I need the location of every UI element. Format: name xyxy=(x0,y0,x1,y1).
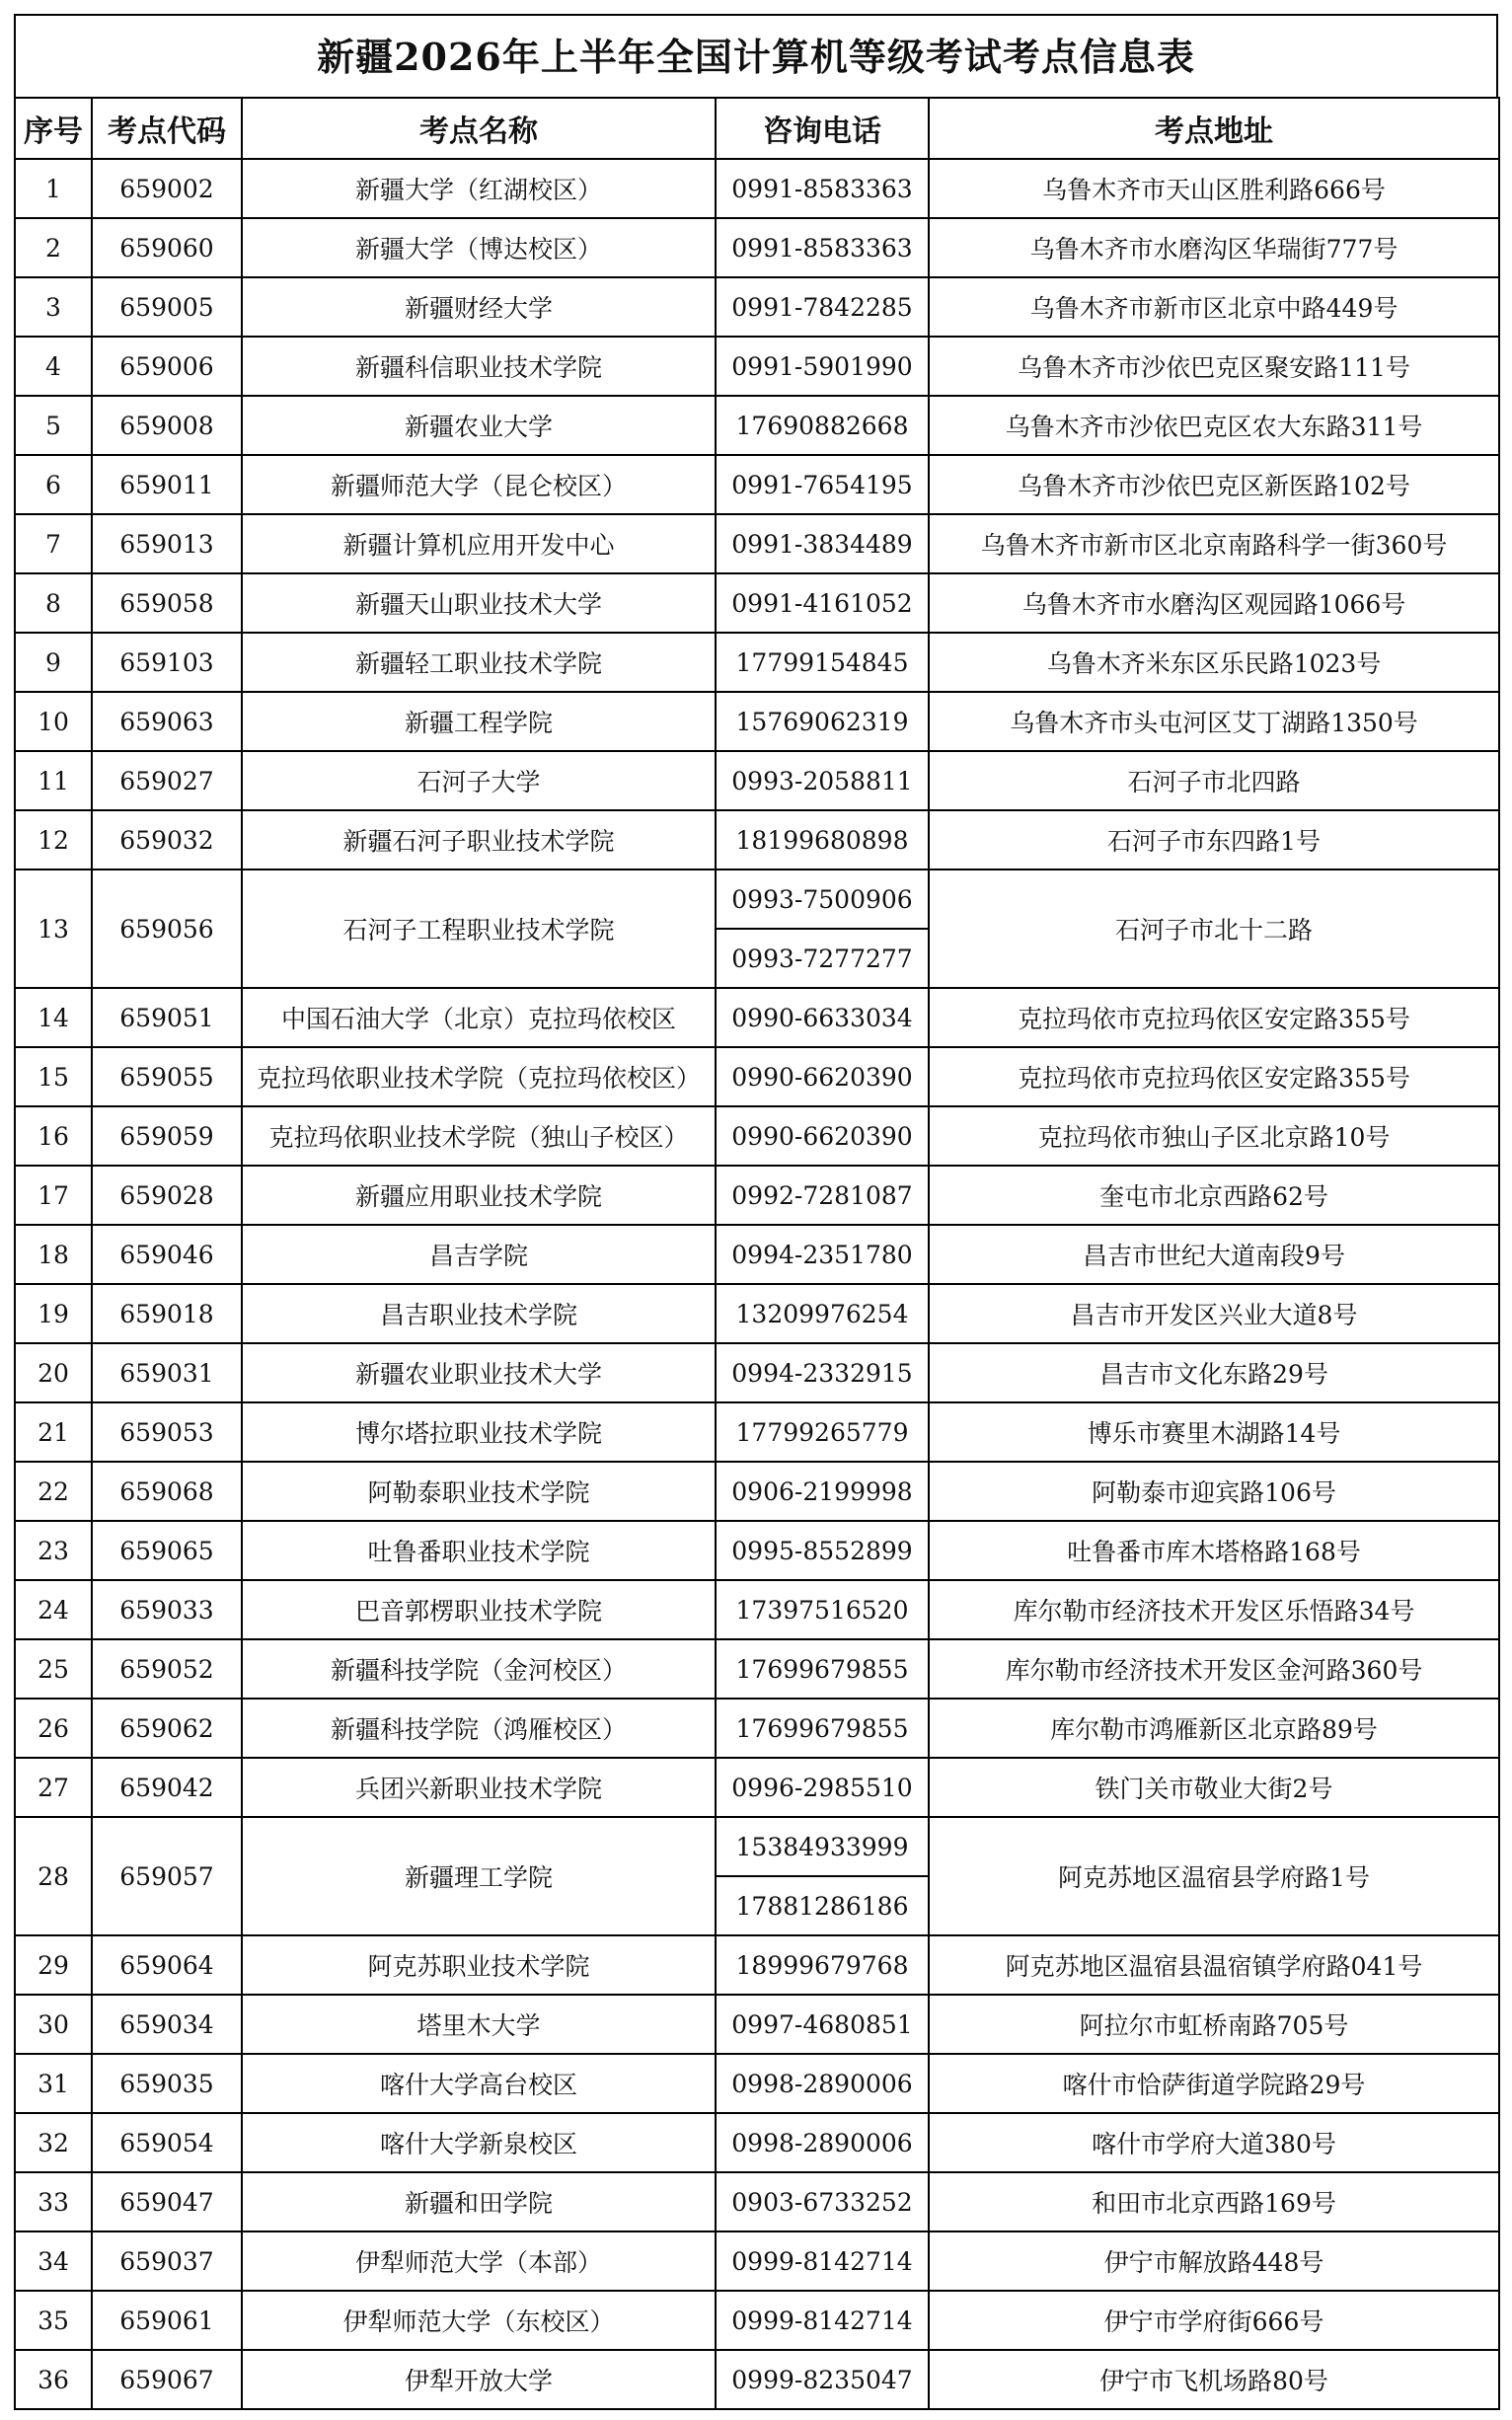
table-row xyxy=(15,159,1499,218)
cell-phone: 0991-7654195 xyxy=(716,455,929,514)
cell-no: 34 xyxy=(15,2231,92,2291)
cell-no: 20 xyxy=(15,1343,92,1402)
cell-phone: 0995-8552899 xyxy=(716,1521,929,1580)
cell-name: 伊犁开放大学 xyxy=(242,2350,716,2409)
cell-name: 克拉玛依职业技术学院（克拉玛依校区） xyxy=(242,1047,716,1106)
cell-no: 1 xyxy=(15,159,92,218)
cell-address: 库尔勒市经济技术开发区乐悟路34号 xyxy=(929,1580,1499,1639)
cell-phone: 17699679855 xyxy=(716,1699,929,1758)
table-row xyxy=(15,988,1499,1047)
cell-code: 659035 xyxy=(92,2054,242,2113)
cell-name: 新疆大学（红湖校区） xyxy=(242,159,716,218)
cell-address: 乌鲁木齐市天山区胜利路666号 xyxy=(929,159,1499,218)
cell-no: 26 xyxy=(15,1699,92,1758)
cell-phone: 0991-5901990 xyxy=(716,337,929,396)
cell-code: 659002 xyxy=(92,159,242,218)
cell-phone: 18999679768 xyxy=(716,1935,929,1995)
table-row xyxy=(15,1462,1499,1521)
cell-phone: 0999-8235047 xyxy=(716,2350,929,2409)
cell-code: 659013 xyxy=(92,514,242,573)
cell-phone: 0999-8142714 xyxy=(716,2291,929,2350)
header-address: 考点地址 xyxy=(929,98,1499,159)
cell-address: 石河子市东四路1号 xyxy=(929,810,1499,870)
cell-no: 35 xyxy=(15,2291,92,2350)
cell-phone: 15384933999 xyxy=(716,1817,929,1876)
cell-no: 25 xyxy=(15,1639,92,1699)
table-row xyxy=(15,1225,1499,1284)
cell-code: 659033 xyxy=(92,1580,242,1639)
cell-phone: 17690882668 xyxy=(716,396,929,455)
cell-name: 伊犁师范大学（东校区） xyxy=(242,2291,716,2350)
cell-code: 659028 xyxy=(92,1166,242,1225)
cell-phone: 17881286186 xyxy=(716,1876,929,1935)
cell-phone: 0993-7277277 xyxy=(716,929,929,988)
cell-code: 659053 xyxy=(92,1402,242,1462)
table-row xyxy=(15,1817,1499,1876)
cell-phone: 0994-2332915 xyxy=(716,1343,929,1402)
cell-phone: 0998-2890006 xyxy=(716,2054,929,2113)
cell-phone: 0994-2351780 xyxy=(716,1225,929,1284)
cell-no: 16 xyxy=(15,1106,92,1166)
header-name: 考点名称 xyxy=(242,98,716,159)
header-row xyxy=(15,98,1499,159)
cell-no: 14 xyxy=(15,988,92,1047)
cell-phone: 0990-6620390 xyxy=(716,1106,929,1166)
cell-no: 28 xyxy=(15,1817,92,1935)
cell-no: 5 xyxy=(15,396,92,455)
cell-no: 10 xyxy=(15,692,92,751)
cell-name: 石河子工程职业技术学院 xyxy=(242,870,716,988)
cell-phone: 17799265779 xyxy=(716,1402,929,1462)
cell-name: 新疆计算机应用开发中心 xyxy=(242,514,716,573)
cell-address: 克拉玛依市克拉玛依区安定路355号 xyxy=(929,1047,1499,1106)
cell-name: 喀什大学高台校区 xyxy=(242,2054,716,2113)
cell-name: 新疆师范大学（昆仑校区） xyxy=(242,455,716,514)
cell-name: 喀什大学新泉校区 xyxy=(242,2113,716,2172)
cell-phone: 0991-7842285 xyxy=(716,277,929,337)
cell-code: 659068 xyxy=(92,1462,242,1521)
cell-code: 659055 xyxy=(92,1047,242,1106)
cell-no: 4 xyxy=(15,337,92,396)
cell-phone: 17799154845 xyxy=(716,633,929,692)
table-row xyxy=(15,692,1499,751)
cell-phone: 0991-8583363 xyxy=(716,159,929,218)
cell-code: 659054 xyxy=(92,2113,242,2172)
cell-code: 659061 xyxy=(92,2291,242,2350)
cell-name: 新疆理工学院 xyxy=(242,1817,716,1935)
cell-name: 新疆轻工职业技术学院 xyxy=(242,633,716,692)
table-row xyxy=(15,1166,1499,1225)
cell-no: 12 xyxy=(15,810,92,870)
table-row xyxy=(15,218,1499,277)
exam-site-sheet xyxy=(14,14,1498,2410)
cell-code: 659103 xyxy=(92,633,242,692)
page-title: 新疆2026年上半年全国计算机等级考试考点信息表 xyxy=(14,14,1498,97)
cell-address: 吐鲁番市库木塔格路168号 xyxy=(929,1521,1499,1580)
cell-name: 阿克苏职业技术学院 xyxy=(242,1935,716,1995)
cell-code: 659062 xyxy=(92,1699,242,1758)
table-row xyxy=(15,1935,1499,1995)
cell-name: 新疆科技学院（金河校区） xyxy=(242,1639,716,1699)
cell-address: 阿克苏地区温宿县学府路1号 xyxy=(929,1817,1499,1935)
cell-no: 15 xyxy=(15,1047,92,1106)
cell-name: 新疆大学（博达校区） xyxy=(242,218,716,277)
table-row xyxy=(15,1639,1499,1699)
cell-code: 659051 xyxy=(92,988,242,1047)
cell-no: 23 xyxy=(15,1521,92,1580)
cell-address: 克拉玛依市独山子区北京路10号 xyxy=(929,1106,1499,1166)
cell-no: 21 xyxy=(15,1402,92,1462)
cell-name: 新疆和田学院 xyxy=(242,2172,716,2231)
table-row xyxy=(15,1047,1499,1106)
cell-address: 乌鲁木齐市沙依巴克区聚安路111号 xyxy=(929,337,1499,396)
cell-phone: 17397516520 xyxy=(716,1580,929,1639)
cell-no: 27 xyxy=(15,1758,92,1817)
cell-address: 伊宁市解放路448号 xyxy=(929,2231,1499,2291)
cell-no: 36 xyxy=(15,2350,92,2409)
cell-phone: 0992-7281087 xyxy=(716,1166,929,1225)
table-row xyxy=(15,1699,1499,1758)
cell-name: 兵团兴新职业技术学院 xyxy=(242,1758,716,1817)
cell-no: 6 xyxy=(15,455,92,514)
cell-name: 克拉玛依职业技术学院（独山子校区） xyxy=(242,1106,716,1166)
cell-name: 昌吉职业技术学院 xyxy=(242,1284,716,1343)
cell-phone: 0991-8583363 xyxy=(716,218,929,277)
table-row xyxy=(15,1758,1499,1817)
cell-no: 31 xyxy=(15,2054,92,2113)
exam-site-table xyxy=(14,97,1500,2410)
cell-name: 吐鲁番职业技术学院 xyxy=(242,1521,716,1580)
cell-code: 659060 xyxy=(92,218,242,277)
cell-name: 中国石油大学（北京）克拉玛依校区 xyxy=(242,988,716,1047)
table-row xyxy=(15,1284,1499,1343)
cell-name: 新疆应用职业技术学院 xyxy=(242,1166,716,1225)
cell-no: 2 xyxy=(15,218,92,277)
cell-code: 659031 xyxy=(92,1343,242,1402)
cell-code: 659052 xyxy=(92,1639,242,1699)
cell-address: 阿克苏地区温宿县温宿镇学府路041号 xyxy=(929,1935,1499,1995)
cell-name: 新疆农业职业技术大学 xyxy=(242,1343,716,1402)
cell-phone: 0991-3834489 xyxy=(716,514,929,573)
cell-address: 喀什市恰萨街道学院路29号 xyxy=(929,2054,1499,2113)
cell-phone: 17699679855 xyxy=(716,1639,929,1699)
cell-address: 昌吉市世纪大道南段9号 xyxy=(929,1225,1499,1284)
cell-address: 伊宁市学府街666号 xyxy=(929,2291,1499,2350)
cell-name: 新疆财经大学 xyxy=(242,277,716,337)
table-row xyxy=(15,751,1499,810)
cell-code: 659059 xyxy=(92,1106,242,1166)
cell-code: 659027 xyxy=(92,751,242,810)
cell-phone: 0993-7500906 xyxy=(716,870,929,929)
cell-phone: 0993-2058811 xyxy=(716,751,929,810)
cell-address: 石河子市北四路 xyxy=(929,751,1499,810)
table-row xyxy=(15,2231,1499,2291)
table-body xyxy=(15,159,1499,2409)
cell-code: 659005 xyxy=(92,277,242,337)
cell-no: 29 xyxy=(15,1935,92,1995)
cell-address: 乌鲁木齐市沙依巴克区农大东路311号 xyxy=(929,396,1499,455)
cell-phone: 0999-8142714 xyxy=(716,2231,929,2291)
cell-no: 11 xyxy=(15,751,92,810)
cell-name: 塔里木大学 xyxy=(242,1995,716,2054)
cell-address: 乌鲁木齐市水磨沟区观园路1066号 xyxy=(929,573,1499,633)
cell-address: 和田市北京西路169号 xyxy=(929,2172,1499,2231)
cell-address: 奎屯市北京西路62号 xyxy=(929,1166,1499,1225)
cell-name: 昌吉学院 xyxy=(242,1225,716,1284)
cell-code: 659018 xyxy=(92,1284,242,1343)
cell-code: 659064 xyxy=(92,1935,242,1995)
table-row xyxy=(15,1580,1499,1639)
cell-name: 新疆工程学院 xyxy=(242,692,716,751)
cell-no: 8 xyxy=(15,573,92,633)
table-row xyxy=(15,1995,1499,2054)
table-row xyxy=(15,1106,1499,1166)
cell-phone: 0998-2890006 xyxy=(716,2113,929,2172)
table-row xyxy=(15,396,1499,455)
cell-address: 铁门关市敬业大街2号 xyxy=(929,1758,1499,1817)
cell-address: 库尔勒市鸿雁新区北京路89号 xyxy=(929,1699,1499,1758)
cell-code: 659008 xyxy=(92,396,242,455)
cell-phone: 15769062319 xyxy=(716,692,929,751)
cell-no: 7 xyxy=(15,514,92,573)
cell-no: 30 xyxy=(15,1995,92,2054)
cell-address: 乌鲁木齐市新市区北京南路科学一街360号 xyxy=(929,514,1499,573)
cell-code: 659042 xyxy=(92,1758,242,1817)
table-row xyxy=(15,810,1499,870)
table-row xyxy=(15,455,1499,514)
cell-no: 33 xyxy=(15,2172,92,2231)
cell-address: 乌鲁木齐米东区乐民路1023号 xyxy=(929,633,1499,692)
cell-phone: 0990-6620390 xyxy=(716,1047,929,1106)
cell-address: 乌鲁木齐市头屯河区艾丁湖路1350号 xyxy=(929,692,1499,751)
cell-no: 3 xyxy=(15,277,92,337)
table-row xyxy=(15,573,1499,633)
cell-no: 32 xyxy=(15,2113,92,2172)
table-row xyxy=(15,2054,1499,2113)
cell-address: 昌吉市开发区兴业大道8号 xyxy=(929,1284,1499,1343)
cell-address: 喀什市学府大道380号 xyxy=(929,2113,1499,2172)
cell-code: 659047 xyxy=(92,2172,242,2231)
cell-name: 新疆科技学院（鸿雁校区） xyxy=(242,1699,716,1758)
cell-phone: 0997-4680851 xyxy=(716,1995,929,2054)
table-row xyxy=(15,277,1499,337)
cell-address: 乌鲁木齐市新市区北京中路449号 xyxy=(929,277,1499,337)
cell-no: 24 xyxy=(15,1580,92,1639)
cell-no: 19 xyxy=(15,1284,92,1343)
cell-code: 659037 xyxy=(92,2231,242,2291)
cell-address: 伊宁市飞机场路80号 xyxy=(929,2350,1499,2409)
cell-no: 17 xyxy=(15,1166,92,1225)
cell-name: 阿勒泰职业技术学院 xyxy=(242,1462,716,1521)
cell-address: 石河子市北十二路 xyxy=(929,870,1499,988)
cell-code: 659058 xyxy=(92,573,242,633)
table-row xyxy=(15,633,1499,692)
table-row xyxy=(15,2350,1499,2409)
cell-phone: 0906-2199998 xyxy=(716,1462,929,1521)
cell-name: 新疆科信职业技术学院 xyxy=(242,337,716,396)
table-row xyxy=(15,870,1499,929)
cell-no: 9 xyxy=(15,633,92,692)
cell-code: 659032 xyxy=(92,810,242,870)
header-no: 序号 xyxy=(15,98,92,159)
cell-name: 新疆农业大学 xyxy=(242,396,716,455)
cell-address: 阿勒泰市迎宾路106号 xyxy=(929,1462,1499,1521)
cell-address: 库尔勒市经济技术开发区金河路360号 xyxy=(929,1639,1499,1699)
cell-no: 18 xyxy=(15,1225,92,1284)
cell-name: 石河子大学 xyxy=(242,751,716,810)
cell-code: 659006 xyxy=(92,337,242,396)
cell-name: 新疆天山职业技术大学 xyxy=(242,573,716,633)
cell-code: 659011 xyxy=(92,455,242,514)
cell-phone: 0991-4161052 xyxy=(716,573,929,633)
table-row xyxy=(15,514,1499,573)
table-row xyxy=(15,1521,1499,1580)
header-phone: 咨询电话 xyxy=(716,98,929,159)
cell-name: 伊犁师范大学（本部） xyxy=(242,2231,716,2291)
header-code: 考点代码 xyxy=(92,98,242,159)
cell-code: 659034 xyxy=(92,1995,242,2054)
cell-code: 659046 xyxy=(92,1225,242,1284)
cell-address: 乌鲁木齐市沙依巴克区新医路102号 xyxy=(929,455,1499,514)
cell-address: 克拉玛依市克拉玛依区安定路355号 xyxy=(929,988,1499,1047)
cell-no: 13 xyxy=(15,870,92,988)
cell-name: 新疆石河子职业技术学院 xyxy=(242,810,716,870)
cell-phone: 0996-2985510 xyxy=(716,1758,929,1817)
cell-address: 昌吉市文化东路29号 xyxy=(929,1343,1499,1402)
cell-code: 659063 xyxy=(92,692,242,751)
cell-code: 659065 xyxy=(92,1521,242,1580)
cell-name: 巴音郭楞职业技术学院 xyxy=(242,1580,716,1639)
cell-code: 659067 xyxy=(92,2350,242,2409)
table-row xyxy=(15,1402,1499,1462)
cell-phone: 0990-6633034 xyxy=(716,988,929,1047)
cell-code: 659056 xyxy=(92,870,242,988)
cell-name: 博尔塔拉职业技术学院 xyxy=(242,1402,716,1462)
cell-code: 659057 xyxy=(92,1817,242,1935)
cell-address: 博乐市赛里木湖路14号 xyxy=(929,1402,1499,1462)
table-row xyxy=(15,1343,1499,1402)
cell-address: 乌鲁木齐市水磨沟区华瑞街777号 xyxy=(929,218,1499,277)
cell-address: 阿拉尔市虹桥南路705号 xyxy=(929,1995,1499,2054)
cell-no: 22 xyxy=(15,1462,92,1521)
table-row xyxy=(15,2291,1499,2350)
table-row xyxy=(15,337,1499,396)
table-row xyxy=(15,2113,1499,2172)
cell-phone: 0903-6733252 xyxy=(716,2172,929,2231)
cell-phone: 18199680898 xyxy=(716,810,929,870)
cell-phone: 13209976254 xyxy=(716,1284,929,1343)
table-row xyxy=(15,2172,1499,2231)
